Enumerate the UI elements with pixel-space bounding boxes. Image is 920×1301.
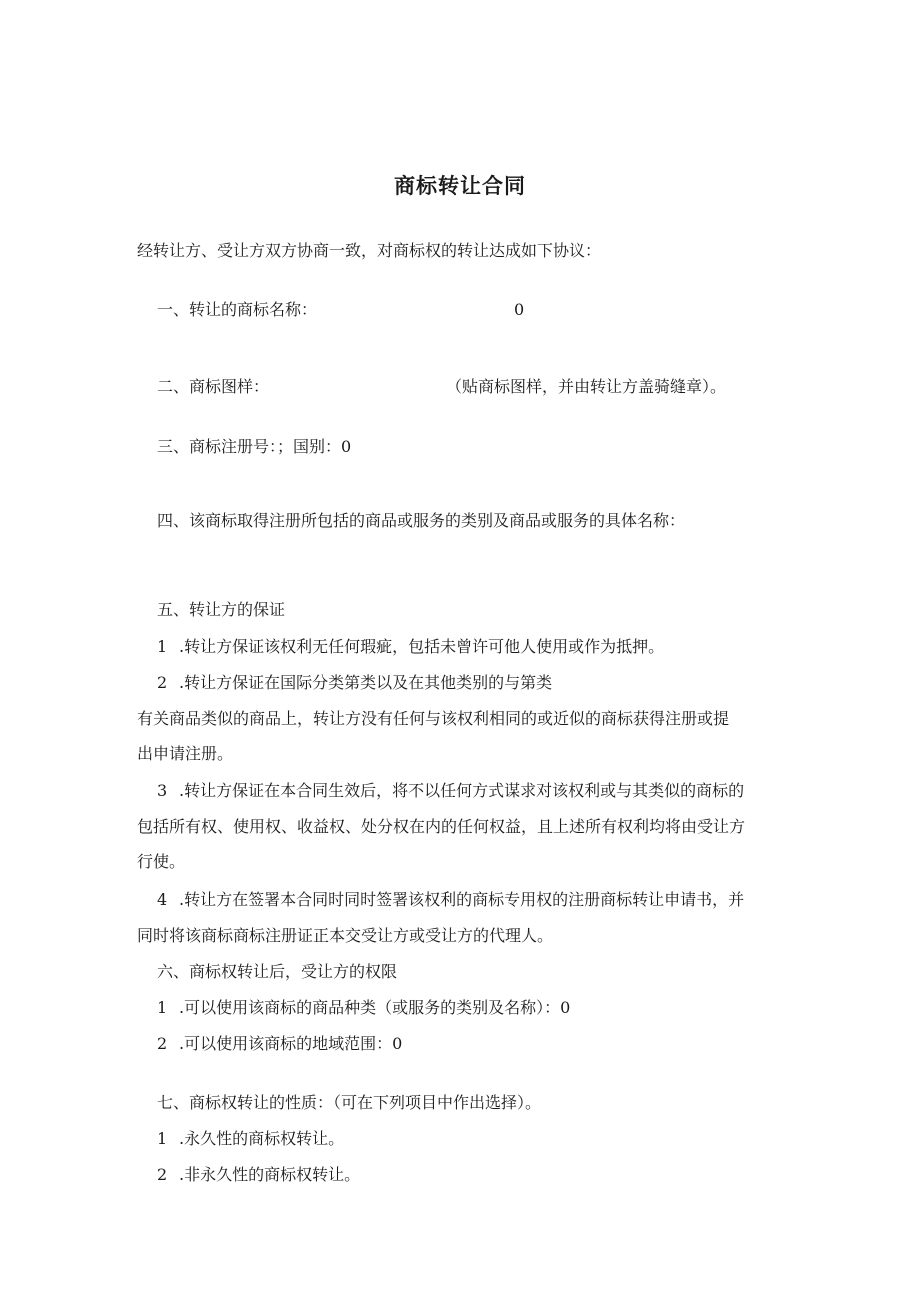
section-5-item-3: [157, 780, 744, 802]
section-7-item-2: [157, 1164, 360, 1186]
section-7-heading: 七、商标权转让的性质：（可在下列项目中作出选择）。: [157, 1093, 542, 1112]
item-number: 1: [157, 1129, 168, 1148]
section-5-item-4: [157, 889, 744, 911]
page-title: 商标转让合同: [394, 174, 526, 198]
item-number: 2: [157, 673, 168, 692]
item-number: 1: [157, 637, 168, 656]
item-number: 2: [157, 1034, 168, 1053]
section-1-label: 一、转让的商标名称：: [157, 300, 318, 319]
item-number: 1: [157, 998, 168, 1017]
section-2-note: （贴商标图样，并由转让方盖骑缝章）。: [446, 377, 727, 396]
item-text: .转让方保证在本合同生效后，将不以任何方式谋求对该权利或与其类似的商标的: [179, 781, 745, 800]
section-5-item-4-line-2: 同时将该商标商标注册证正本交受让方或受让方的代理人。: [137, 926, 554, 945]
section-5-item-3-line-2: 包括所有权、使用权、收益权、处分权在内的任何权益，且上述所有权利均将由受让方: [137, 817, 746, 836]
item-text: .转让方保证该权利无任何瑕疵，包括未曾许可他人使用或作为抵押。: [179, 637, 665, 656]
item-number: 3: [157, 781, 168, 800]
section-6-heading: 六、商标权转让后，受让方的权限: [157, 962, 398, 981]
section-5-item-3-line-3: 行使。: [137, 852, 186, 871]
item-text: .转让方在签署本合同时同时签署该权利的商标专用权的注册商标转让申请书，并: [179, 890, 745, 909]
item-text: .转让方保证在国际分类第类以及在其他类别的与第类: [179, 673, 553, 692]
section-1-value: 0: [514, 300, 525, 319]
item-text: .可以使用该商标的商品种类（或服务的类别及名称）：0: [179, 998, 571, 1017]
item-text: .非永久性的商标权转让。: [179, 1165, 361, 1184]
section-5-heading: 五、转让方的保证: [157, 600, 286, 619]
intro-paragraph: 经转让方、受让方双方协商一致，对商标权的转让达成如下协议：: [137, 241, 602, 260]
section-3-label: 三、商标注册号：；国别：0: [157, 437, 352, 456]
section-6-item-1: [157, 997, 570, 1019]
item-text: .永久性的商标权转让。: [179, 1129, 345, 1148]
section-4-label: 四、该商标取得注册所包括的商品或服务的类别及商品或服务的具体名称：: [157, 511, 686, 530]
item-text: .可以使用该商标的地域范围：0: [179, 1034, 403, 1053]
section-5-item-2-line-2: 有关商品类似的商品上，转让方没有任何与该权利相同的或近似的商标获得注册或提: [137, 709, 730, 728]
section-5-item-1: [157, 636, 664, 658]
item-number: 4: [157, 890, 168, 909]
section-2-label: 二、商标图样：: [157, 377, 270, 396]
section-5-item-2-line-3: 出申请注册。: [137, 744, 234, 763]
section-7-item-1: [157, 1128, 344, 1150]
section-6-item-2: [157, 1033, 402, 1055]
item-number: 2: [157, 1165, 168, 1184]
section-5-item-2: [157, 672, 552, 694]
